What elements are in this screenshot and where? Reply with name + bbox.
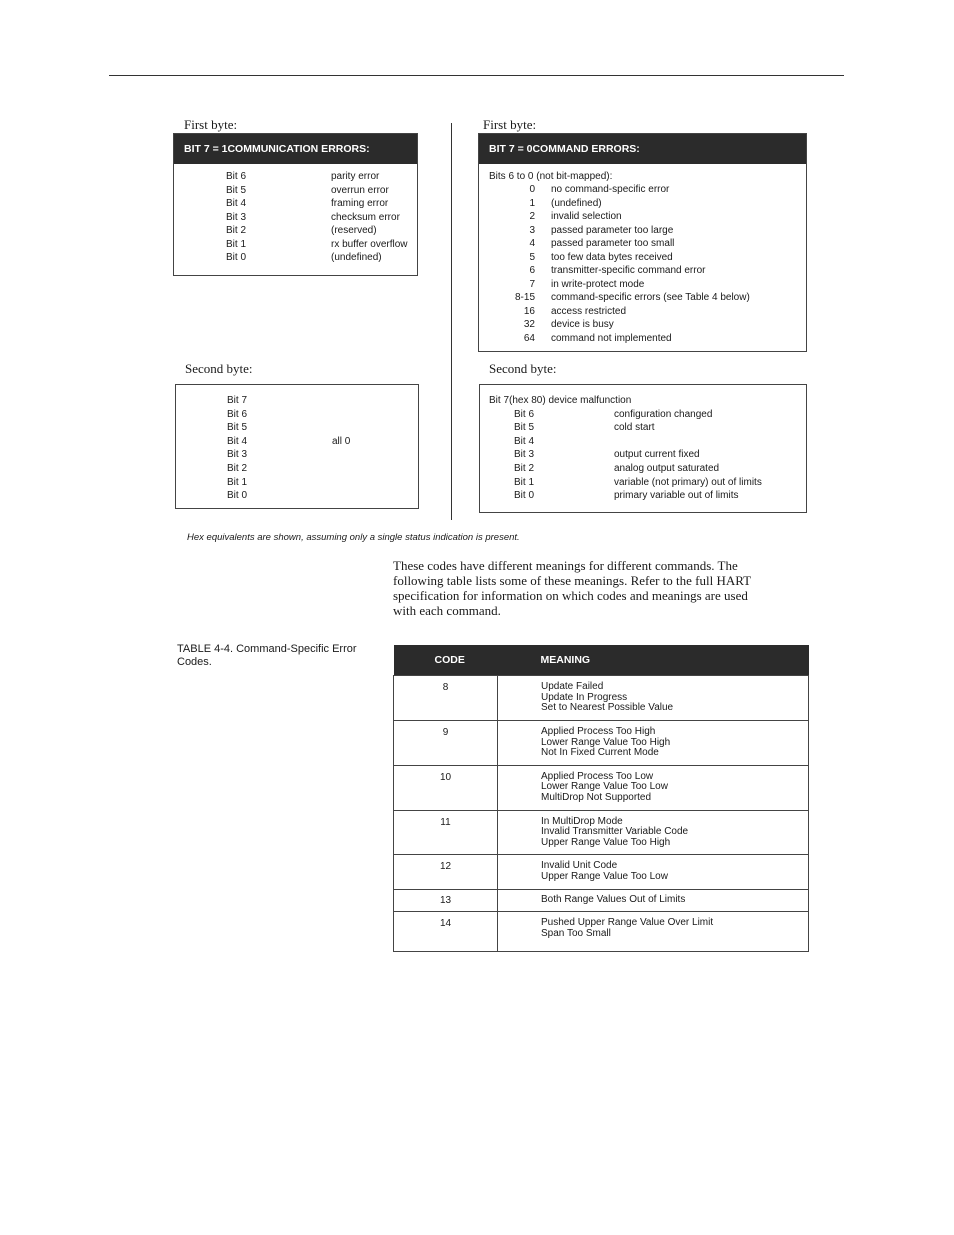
- table-row: [394, 721, 809, 766]
- error-meaning: command not implemented: [551, 332, 672, 344]
- bit-label: Bit 6: [514, 408, 535, 420]
- bit-label: Bit 7: [227, 395, 248, 406]
- meaning-cell: [498, 676, 809, 721]
- error-code: 0: [529, 184, 535, 195]
- right-second-byte-box: [479, 384, 807, 513]
- error-meaning: no command-specific error: [551, 184, 670, 195]
- table-caption-line: TABLE 4-4. Command-Specific Error: [177, 643, 357, 655]
- meaning-cell: [498, 765, 809, 810]
- code-cell: 9: [394, 721, 498, 766]
- table-row: [394, 912, 809, 952]
- bit-meaning: output current fixed: [614, 449, 700, 461]
- command-errors-box: [478, 133, 807, 352]
- error-code: 4: [529, 238, 535, 249]
- error-code: 32: [523, 319, 535, 330]
- meaning-line: Span Too Small: [541, 927, 611, 939]
- command-errors-intro: Bits 6 to 0 (not bit-mapped):: [489, 171, 613, 182]
- error-code: 3: [529, 224, 535, 236]
- error-meaning: transmitter-specific command error: [551, 265, 706, 276]
- bit-meaning: checksum error: [331, 211, 400, 223]
- bit-label: Bit 2: [514, 462, 535, 474]
- bit-meaning: rx buffer overflow: [331, 238, 408, 250]
- error-code: 16: [523, 305, 535, 317]
- bit-meaning: analog output saturated: [614, 462, 720, 474]
- meaning-line: Not In Fixed Current Mode: [541, 747, 659, 759]
- meaning-line: Upper Range Value Too Low: [541, 870, 668, 882]
- meaning-cell: [498, 912, 809, 952]
- error-meaning: invalid selection: [551, 211, 622, 222]
- top-rule: [109, 75, 844, 76]
- bit-meaning: primary variable out of limits: [614, 490, 739, 502]
- meaning-line: Update In Progress: [541, 691, 628, 703]
- right-first-byte-label: First byte:: [483, 117, 537, 132]
- paragraph-line: following table lists some of these meanings. Refer to the full HART: [393, 573, 752, 588]
- table-row: [394, 676, 809, 721]
- meaning-line: Lower Range Value Too High: [541, 736, 671, 748]
- bit-label: Bit 4: [226, 198, 247, 209]
- code-cell: 12: [394, 855, 498, 889]
- bit-meaning: variable (not primary) out of limits: [614, 476, 762, 488]
- bit-label: Bit 6: [227, 408, 248, 420]
- error-meaning: passed parameter too small: [551, 238, 675, 249]
- bit-label: Bit 4: [514, 435, 535, 447]
- meaning-line: In MultiDrop Mode: [541, 815, 623, 827]
- code-column-header: CODE: [394, 645, 498, 676]
- table-caption-line: Codes.: [177, 656, 212, 668]
- error-code: 2: [529, 211, 535, 222]
- bit-meaning: framing error: [331, 198, 389, 209]
- bit-label: Bit 0: [514, 490, 535, 502]
- all-zero-value: all 0: [332, 436, 351, 447]
- error-meaning: device is busy: [551, 319, 614, 330]
- code-cell: 11: [394, 810, 498, 855]
- meaning-line: Update Failed: [541, 681, 604, 692]
- bit-meaning: parity error: [331, 171, 380, 182]
- meaning-cell: [498, 855, 809, 889]
- table-row: [394, 855, 809, 889]
- meaning-line: Upper Range Value Too High: [541, 836, 671, 848]
- bit-label: Bit 5: [227, 422, 248, 434]
- bit-label: Bit 0: [226, 252, 247, 263]
- bit-label: Bit 5: [226, 184, 247, 196]
- meaning-line: Both Range Values Out of Limits: [541, 893, 686, 905]
- column-divider: [451, 123, 452, 520]
- description-paragraph: [393, 558, 813, 618]
- meaning-cell: [498, 721, 809, 766]
- bit-label: Bit 4: [227, 435, 248, 447]
- table-row: [394, 810, 809, 855]
- command-specific-error-table: [393, 645, 809, 952]
- code-cell: 13: [394, 889, 498, 912]
- bit-label: Bit 6: [226, 171, 247, 182]
- table-row: [394, 765, 809, 810]
- bit-label: Bit 3: [226, 211, 247, 223]
- error-meaning: access restricted: [551, 305, 627, 317]
- table-header-row: [394, 645, 809, 676]
- table-row: [394, 889, 809, 912]
- paragraph-line: with each command.: [393, 603, 501, 618]
- error-code: 5: [529, 251, 535, 263]
- code-cell: 8: [394, 676, 498, 721]
- error-meaning: in write-protect mode: [551, 278, 645, 290]
- bit-label: Bit 5: [514, 422, 535, 434]
- bit-meaning: configuration changed: [614, 408, 713, 420]
- meaning-line: Invalid Unit Code: [541, 860, 618, 872]
- bit-label: Bit 3: [514, 449, 535, 461]
- device-malfunction-line: Bit 7(hex 80) device malfunction: [489, 395, 632, 406]
- bit-label: Bit 0: [227, 490, 248, 502]
- left-second-byte-box: [175, 384, 419, 509]
- bit-meaning: (reserved): [331, 225, 377, 236]
- error-meaning: passed parameter too large: [551, 224, 674, 236]
- meaning-cell: [498, 810, 809, 855]
- bit-label: Bit 1: [226, 238, 247, 250]
- bit-meaning: (undefined): [331, 252, 382, 263]
- bit-label: Bit 3: [227, 449, 248, 461]
- meaning-line: Lower Range Value Too Low: [541, 781, 668, 793]
- bit-label: Bit 1: [227, 476, 248, 488]
- meaning-cell: [498, 889, 809, 912]
- bit-label: Bit 2: [227, 463, 248, 474]
- right-second-byte-label: Second byte:: [489, 361, 557, 376]
- meaning-line: Applied Process Too High: [541, 726, 656, 737]
- error-meaning: (undefined): [551, 197, 602, 209]
- error-code: 7: [529, 278, 535, 290]
- communication-errors-header: BIT 7 = 1COMMUNICATION ERRORS:: [174, 134, 417, 164]
- paragraph-line: These codes have different meanings for different commands. The: [393, 558, 738, 573]
- code-cell: 10: [394, 765, 498, 810]
- error-meaning: too few data bytes received: [551, 251, 673, 263]
- meaning-column-header: MEANING: [498, 645, 809, 676]
- bit-meaning: overrun error: [331, 184, 389, 196]
- bit-label: Bit 2: [226, 225, 247, 236]
- meaning-line: Applied Process Too Low: [541, 770, 654, 782]
- communication-errors-box: [173, 133, 418, 276]
- bit-label: Bit 1: [514, 476, 535, 488]
- meaning-line: Invalid Transmitter Variable Code: [541, 826, 689, 838]
- left-second-byte-label: Second byte:: [185, 361, 253, 376]
- command-errors-header: BIT 7 = 0COMMAND ERRORS:: [479, 134, 806, 164]
- left-first-byte-label: First byte:: [184, 117, 238, 132]
- meaning-line: MultiDrop Not Supported: [541, 791, 652, 803]
- table-caption: [177, 643, 377, 669]
- error-code: 64: [523, 332, 535, 344]
- bit-meaning: cold start: [614, 422, 655, 434]
- meaning-line: Pushed Upper Range Value Over Limit: [541, 917, 714, 929]
- error-meaning: command-specific errors (see Table 4 below): [551, 292, 750, 303]
- footnote: Hex equivalents are shown, assuming only a single status indication is present.: [187, 532, 520, 543]
- paragraph-line: specification for information on which codes and meanings are used: [393, 588, 748, 603]
- error-code: 1: [529, 197, 535, 209]
- code-cell: 14: [394, 912, 498, 952]
- error-code: 6: [529, 265, 535, 276]
- error-code: 8-15: [514, 292, 535, 303]
- meaning-line: Set to Nearest Possible Value: [541, 702, 674, 714]
